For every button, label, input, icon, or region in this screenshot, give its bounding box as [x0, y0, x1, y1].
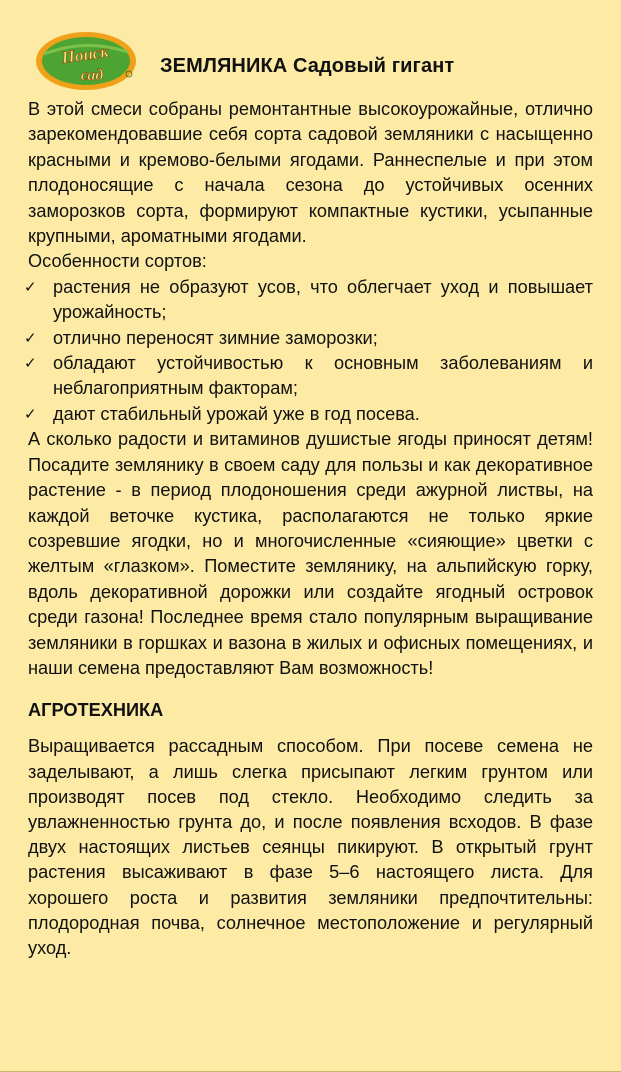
logo-line1: Поиск	[60, 41, 110, 68]
check-icon: ✓	[24, 354, 37, 373]
body-paragraph: А сколько радости и витаминов душистые ягоды приносят детям! Посадите землянику в своем саду для пользы и как декоративное растение - в период плодоношения среди ажурной листвы, на каждой веточке кустика, располагаются не только яркие созревшие ягодки, но и многочисленные «сияющие» цветки с желтым «глазком». Поместите землянику, на альпийскую горку, вдоль декоративной дорожки или создайте ягодный островок среди газона! Последнее время стало популярным выращивание земляники в горшках и вазона в жилых и офисных помещениях, и наши семена предоставляют Вам возможность!	[28, 429, 593, 678]
brand-logo	[34, 30, 138, 92]
features-label: Особенности сортов:	[28, 251, 207, 272]
agro-paragraph: Выращивается рассадным способом. При посеве семена не заделывают, а лишь слегка присыпают легким грунтом или производят посев под стекло. Необходимо следить за увлажненностью грунта до, и после появления всходов. В фазе двух настоящих листьев сеянцы пикируют. В открытый грунт растения высаживают в фазе 5–6 настоящего листа. Для хорошего роста и развития земляники предпочтительны: плодородная почва, солнечное местоположение и регулярный уход.	[28, 736, 593, 958]
page-title: ЗЕМЛЯНИКА Садовый гигант	[160, 55, 455, 77]
header	[30, 28, 600, 98]
list-item	[24, 402, 593, 427]
intro-paragraph: В этой смеси собраны ремонтантные высокоурожайные, отлично зарекомендовавшие себя сорта садовой земляники с насыщенно красными и кремово-белыми ягодами. Раннеспелые и при этом плодоносящие с начала сезона до устойчивых осенних заморозков сорта, формируют компактные кустики, усыпанные крупными, ароматными ягодами.	[28, 99, 593, 247]
list-item-text: отлично переносят зимние заморозки;	[53, 327, 378, 348]
list-item-text: дают стабильный урожай уже в год посева.	[53, 403, 420, 424]
check-icon: ✓	[24, 328, 37, 347]
agro-title: АГРОТЕХНИКА	[28, 700, 164, 721]
list-item	[24, 275, 593, 326]
check-icon: ✓	[24, 277, 37, 296]
content	[24, 97, 593, 961]
list-item	[24, 351, 593, 402]
list-item	[24, 326, 593, 351]
list-item-text: растения не образуют усов, что облегчает уход и повышает урожайность;	[53, 276, 593, 323]
list-item-text: обладают устойчивостью к основным заболеваниям и неблагоприятным факторам;	[53, 353, 593, 399]
check-icon: ✓	[24, 404, 37, 423]
logo-line2: сад	[80, 67, 104, 84]
features-list	[24, 275, 593, 427]
